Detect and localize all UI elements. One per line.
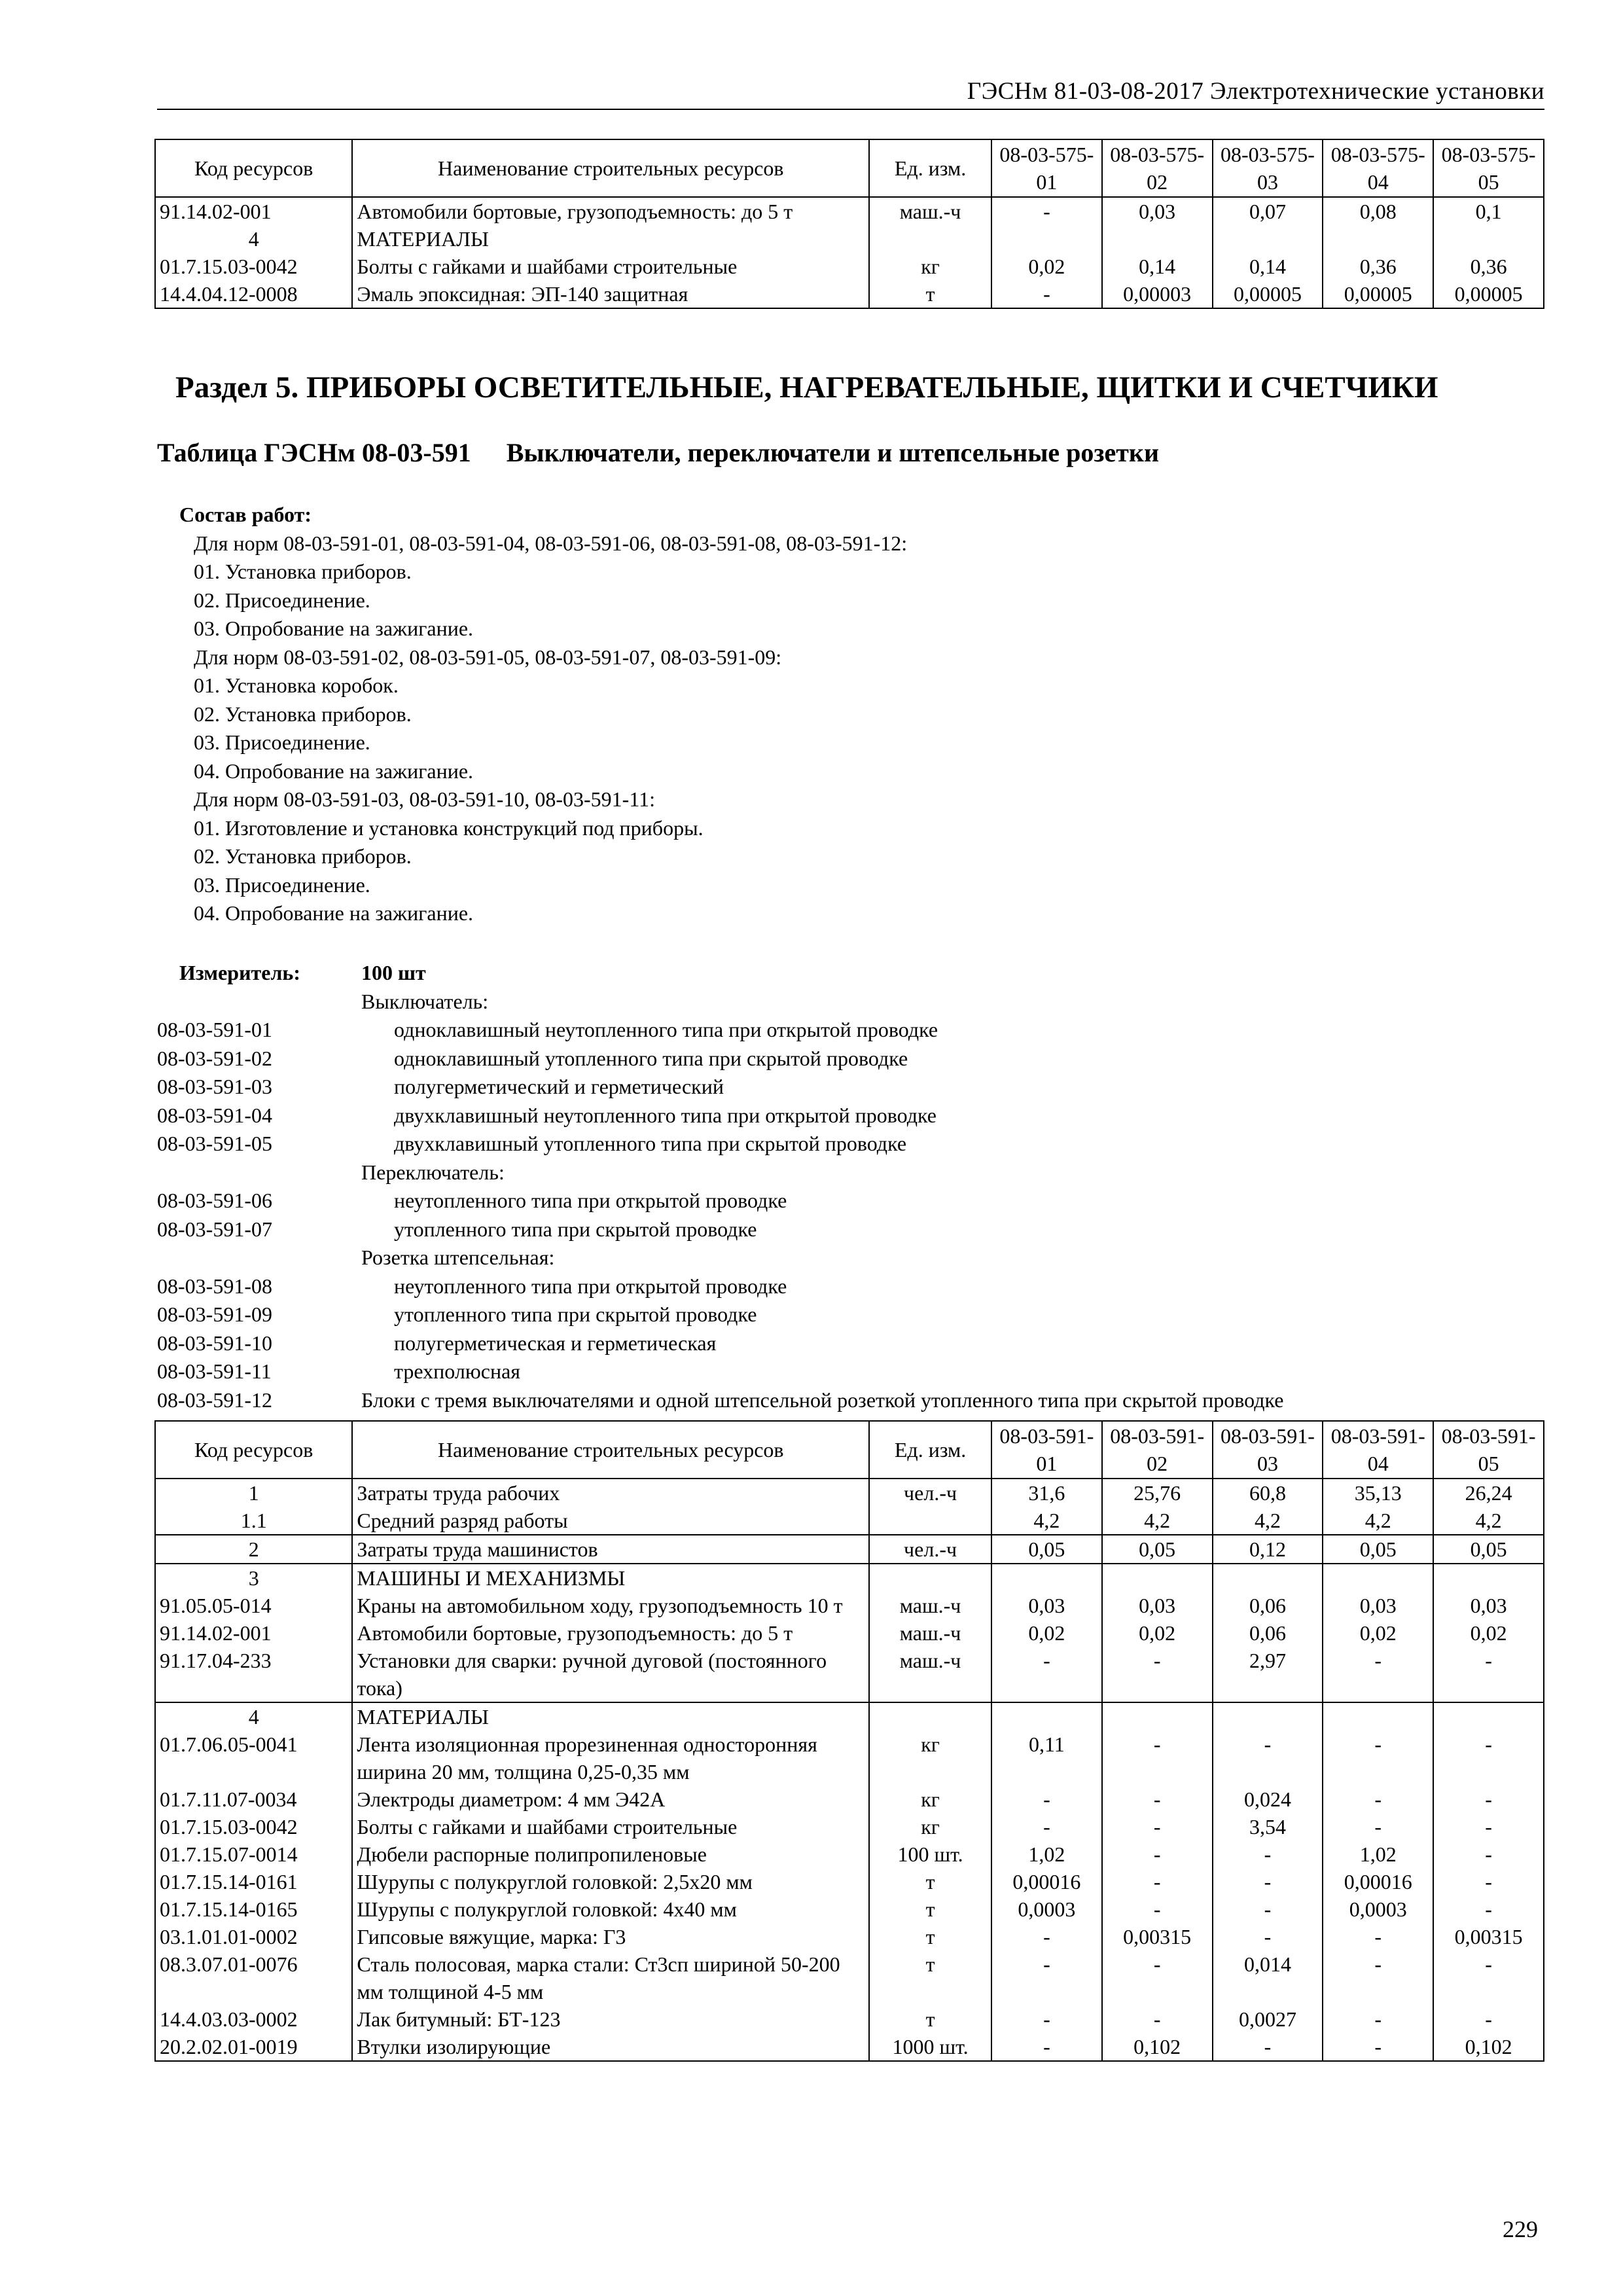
column-header-norm: 08-03-591- 04	[1323, 1421, 1433, 1479]
measure-item	[157, 1300, 1544, 1329]
cell-value: 0,05	[1433, 1535, 1544, 1564]
cell-value: -	[1323, 2033, 1433, 2061]
works-line: 03. Присоединение.	[194, 730, 370, 754]
column-header-name: Наименование строительных ресурсов	[352, 139, 869, 197]
cell-code: 08.3.07.01-0076	[155, 1950, 352, 2005]
cell-code: 01.7.15.07-0014	[155, 1840, 352, 1868]
cell-unit: 1000 шт.	[869, 2033, 991, 2061]
cell-name: Затраты труда рабочих	[352, 1479, 869, 1507]
cell-code: 01.7.11.07-0034	[155, 1785, 352, 1813]
cell-value: 1,02	[991, 1840, 1102, 1868]
table-number: Таблица ГЭСНм 08-03-591	[157, 438, 471, 467]
cell-code: 4	[155, 225, 352, 253]
column-header-norm: 08-03-575- 02	[1102, 139, 1213, 197]
cell-value: 0,06	[1213, 1619, 1323, 1647]
cell-code: 91.14.02-001	[155, 197, 352, 225]
cell-value: 4,2	[1433, 1507, 1544, 1535]
column-header-unit: Ед. изм.	[869, 139, 991, 197]
cell-value: 1,02	[1323, 1840, 1433, 1868]
measure-row	[157, 959, 1544, 988]
norm-description: трехполюсная	[394, 1359, 520, 1383]
measure-item	[157, 1045, 1544, 1073]
norm-description: полугерметический и герметический	[394, 1075, 724, 1098]
cell-value: 0,07	[1213, 197, 1323, 225]
works-line: 01. Изготовление и установка конструкций под приборы.	[194, 816, 704, 840]
cell-value: 0,00005	[1433, 280, 1544, 308]
cell-value: -	[1213, 1868, 1323, 1895]
table-row	[155, 280, 1544, 308]
measure-label: Измеритель:	[179, 961, 300, 984]
cell-code: 91.05.05-014	[155, 1592, 352, 1619]
cell-value: 0,102	[1433, 2033, 1544, 2061]
cell-value: 60,8	[1213, 1479, 1323, 1507]
column-header-norm: 08-03-591- 05	[1433, 1421, 1544, 1479]
cell-code: 01.7.15.03-0042	[155, 253, 352, 280]
cell-value: -	[991, 1813, 1102, 1840]
table-row	[155, 1895, 1544, 1923]
cell-value	[1433, 1564, 1544, 1592]
column-header-norm: 08-03-575- 01	[991, 139, 1102, 197]
norm-description: утопленного типа при скрытой проводке	[394, 1217, 757, 1241]
cell-value: -	[1102, 1840, 1213, 1868]
cell-value: -	[1213, 1895, 1323, 1923]
cell-value: 35,13	[1323, 1479, 1433, 1507]
table-row	[155, 1840, 1544, 1868]
norm-description: одноклавишный утопленного типа при скрытой проводке	[394, 1046, 908, 1070]
cell-value: 0,00016	[1323, 1868, 1433, 1895]
cell-code: 3	[155, 1564, 352, 1592]
table-row	[155, 1702, 1544, 1731]
table-row	[155, 1592, 1544, 1619]
cell-value: 0,102	[1102, 2033, 1213, 2061]
cell-code: 01.7.15.14-0161	[155, 1868, 352, 1895]
cell-value: 0,00315	[1433, 1923, 1544, 1950]
table-row	[155, 1785, 1544, 1813]
header-rule	[157, 109, 1544, 110]
measure-item	[157, 1272, 1544, 1301]
cell-name: Затраты труда машинистов	[352, 1535, 869, 1564]
cell-unit: т	[869, 1868, 991, 1895]
norm-code: 08-03-591-02	[157, 1046, 272, 1070]
cell-value	[1102, 1702, 1213, 1731]
group-label: Розетка штепсельная:	[361, 1246, 555, 1269]
cell-value: -	[1323, 1813, 1433, 1840]
cell-value: 0,14	[1102, 253, 1213, 280]
works-line: Для норм 08-03-591-03, 08-03-591-10, 08-03-591-11:	[194, 787, 656, 811]
cell-code: 01.7.06.05-0041	[155, 1731, 352, 1785]
cell-value: 0,014	[1213, 1950, 1323, 2005]
cell-code: 14.4.03.03-0002	[155, 2005, 352, 2033]
cell-unit: т	[869, 2005, 991, 2033]
cell-name: Электроды диаметром: 4 мм Э42А	[352, 1785, 869, 1813]
cell-value: -	[1213, 1731, 1323, 1785]
cell-code: 91.17.04-233	[155, 1647, 352, 1702]
cell-unit: маш.-ч	[869, 1647, 991, 1702]
norm-code: 08-03-591-12	[157, 1388, 272, 1412]
norm-description: полугерметическая и герметическая	[394, 1331, 717, 1355]
cell-unit	[869, 1564, 991, 1592]
table-row	[155, 1535, 1544, 1564]
table-row	[155, 197, 1544, 225]
measure-value: 100 шт	[361, 961, 426, 984]
cell-value: 0,14	[1213, 253, 1323, 280]
measure-items	[157, 1016, 1544, 1158]
norm-description: двухклавишный утопленного типа при скрытой проводке	[394, 1132, 907, 1155]
cell-unit: т	[869, 1950, 991, 2005]
cell-value: -	[991, 1785, 1102, 1813]
works-composition	[179, 501, 907, 928]
norm-code: 08-03-591-08	[157, 1274, 272, 1298]
cell-value: -	[1213, 2033, 1323, 2061]
cell-value: 26,24	[1433, 1479, 1544, 1507]
cell-name: Автомобили бортовые, грузоподъемность: до 5 т	[352, 197, 869, 225]
table-row	[155, 2005, 1544, 2033]
works-line: 03. Присоединение.	[194, 872, 370, 897]
cell-value	[1323, 1564, 1433, 1592]
cell-value: -	[1433, 2005, 1544, 2033]
cell-name: Эмаль эпоксидная: ЭП-140 защитная	[352, 280, 869, 308]
cell-value	[1323, 225, 1433, 253]
cell-value: -	[991, 1923, 1102, 1950]
cell-value	[1433, 225, 1544, 253]
cell-value: 0,00016	[991, 1868, 1102, 1895]
cell-name: МАТЕРИАЛЫ	[352, 1702, 869, 1731]
measure-item	[157, 1386, 1544, 1415]
cell-value: 0,0003	[991, 1895, 1102, 1923]
table-name: Выключатели, переключатели и штепсельные розетки	[506, 438, 1159, 467]
cell-value: -	[1213, 1840, 1323, 1868]
norm-code: 08-03-591-03	[157, 1075, 272, 1098]
table-body	[155, 1479, 1544, 2061]
cell-code: 4	[155, 1702, 352, 1731]
cell-value: -	[1323, 1923, 1433, 1950]
cell-code: 01.7.15.14-0165	[155, 1895, 352, 1923]
norm-code: 08-03-591-09	[157, 1302, 272, 1326]
cell-value: 0,0003	[1323, 1895, 1433, 1923]
cell-value: 4,2	[1323, 1507, 1433, 1535]
cell-value: -	[1323, 2005, 1433, 2033]
works-line: 03. Опробование на зажигание.	[194, 617, 474, 640]
cell-value: -	[1323, 1731, 1433, 1785]
cell-value: -	[1433, 1785, 1544, 1813]
page-number: 229	[1503, 2216, 1538, 2242]
norm-code: 08-03-591-06	[157, 1189, 272, 1212]
works-line: 02. Присоединение.	[194, 588, 370, 612]
cell-value: 0,02	[1433, 1619, 1544, 1647]
table-row	[155, 1731, 1544, 1785]
cell-unit	[869, 1507, 991, 1535]
cell-value: 0,02	[991, 1619, 1102, 1647]
cell-value: 0,03	[1102, 1592, 1213, 1619]
measure-item	[157, 1187, 1544, 1215]
resources-table-575	[154, 139, 1544, 309]
cell-unit	[869, 225, 991, 253]
cell-value: -	[1433, 1895, 1544, 1923]
cell-value: -	[1433, 1950, 1544, 2005]
cell-value: -	[991, 1647, 1102, 1702]
cell-value: 0,00003	[1102, 280, 1213, 308]
column-header-code: Код ресурсов	[155, 1421, 352, 1479]
cell-value: -	[1323, 1785, 1433, 1813]
measure-item	[157, 1215, 1544, 1244]
cell-code: 03.1.01.01-0002	[155, 1923, 352, 1950]
cell-value: -	[1102, 1731, 1213, 1785]
cell-name: Втулки изолирующие	[352, 2033, 869, 2061]
norm-code: 08-03-591-07	[157, 1217, 272, 1241]
cell-unit: кг	[869, 1731, 991, 1785]
column-header-norm: 08-03-575- 03	[1213, 139, 1323, 197]
table-row	[155, 1868, 1544, 1895]
norm-description: неутопленного типа при открытой проводке	[394, 1189, 787, 1212]
cell-value: 2,97	[1213, 1647, 1323, 1702]
cell-name: МАШИНЫ И МЕХАНИЗМЫ	[352, 1564, 869, 1592]
column-header-norm: 08-03-591- 03	[1213, 1421, 1323, 1479]
cell-code: 1	[155, 1479, 352, 1507]
cell-value: -	[991, 280, 1102, 308]
cell-value: -	[991, 2033, 1102, 2061]
cell-value: 0,05	[1323, 1535, 1433, 1564]
column-header-norm: 08-03-591- 01	[991, 1421, 1102, 1479]
norm-code: 08-03-591-10	[157, 1331, 272, 1355]
norm-description: неутопленного типа при открытой проводке	[394, 1274, 787, 1298]
cell-value: 0,1	[1433, 197, 1544, 225]
norm-code: 08-03-591-04	[157, 1103, 272, 1127]
table-row	[155, 225, 1544, 253]
cell-value	[991, 1702, 1102, 1731]
cell-unit: маш.-ч	[869, 1619, 991, 1647]
cell-name: Лента изоляционная прорезиненная односторонняя ширина 20 мм, толщина 0,25-0,35 мм	[352, 1731, 869, 1785]
cell-unit: чел.-ч	[869, 1479, 991, 1507]
table-row	[155, 1479, 1544, 1507]
cell-name: Лак битумный: БТ-123	[352, 2005, 869, 2033]
table-row	[155, 1619, 1544, 1647]
cell-value: -	[1213, 1923, 1323, 1950]
group-label: Переключатель:	[361, 1160, 505, 1184]
cell-value: 0,02	[1102, 1619, 1213, 1647]
cell-name: Установки для сварки: ручной дуговой (постоянного тока)	[352, 1647, 869, 1702]
column-header-norm: 08-03-575- 05	[1433, 139, 1544, 197]
column-header-code: Код ресурсов	[155, 139, 352, 197]
cell-value: -	[1102, 1895, 1213, 1923]
cell-value: 3,54	[1213, 1813, 1323, 1840]
cell-value: 0,12	[1213, 1535, 1323, 1564]
table-row	[155, 253, 1544, 280]
table-title	[157, 437, 1159, 468]
cell-value: 4,2	[991, 1507, 1102, 1535]
cell-code: 14.4.04.12-0008	[155, 280, 352, 308]
works-label: Состав работ:	[179, 503, 312, 526]
norm-code: 08-03-591-05	[157, 1132, 272, 1155]
measure-group	[157, 988, 1544, 1016]
cell-value: -	[991, 2005, 1102, 2033]
measure-item	[157, 1016, 1544, 1045]
cell-value: 0,03	[991, 1592, 1102, 1619]
measure-item	[157, 1130, 1544, 1158]
norm-code: 08-03-591-01	[157, 1018, 272, 1041]
column-header-norm: 08-03-575- 04	[1323, 139, 1433, 197]
cell-value: 0,03	[1433, 1592, 1544, 1619]
cell-value: 4,2	[1102, 1507, 1213, 1535]
cell-unit: чел.-ч	[869, 1535, 991, 1564]
cell-code: 01.7.15.03-0042	[155, 1813, 352, 1840]
cell-code: 20.2.02.01-0019	[155, 2033, 352, 2061]
cell-value: 0,03	[1102, 197, 1213, 225]
measure-group	[157, 1244, 1544, 1272]
works-list	[179, 529, 907, 928]
group-label: Выключатель:	[361, 989, 489, 1013]
cell-value: -	[1102, 1813, 1213, 1840]
cell-unit: т	[869, 280, 991, 308]
cell-value	[1323, 1702, 1433, 1731]
works-line: Для норм 08-03-591-02, 08-03-591-05, 08-03-591-07, 08-03-591-09:	[194, 645, 782, 669]
measure-item	[157, 1357, 1544, 1386]
cell-name: МАТЕРИАЛЫ	[352, 225, 869, 253]
cell-value: 0,36	[1433, 253, 1544, 280]
running-header: ГЭСНм 81-03-08-2017 Электротехнические установки	[967, 78, 1544, 105]
cell-value: 25,76	[1102, 1479, 1213, 1507]
cell-unit: 100 шт.	[869, 1840, 991, 1868]
measure-item	[157, 1073, 1544, 1102]
cell-name: Сталь полосовая, марка стали: Ст3сп шириной 50-200 мм толщиной 4-5 мм	[352, 1950, 869, 2005]
cell-value: 4,2	[1213, 1507, 1323, 1535]
cell-value: -	[1433, 1731, 1544, 1785]
cell-code: 1.1	[155, 1507, 352, 1535]
cell-value: 31,6	[991, 1479, 1102, 1507]
table-row	[155, 1564, 1544, 1592]
cell-value: 0,0027	[1213, 2005, 1323, 2033]
table-row	[155, 1647, 1544, 1702]
table-row	[155, 1813, 1544, 1840]
cell-value: -	[1102, 1868, 1213, 1895]
cell-value	[1433, 1702, 1544, 1731]
cell-name: Шурупы с полукруглой головкой: 2,5х20 мм	[352, 1868, 869, 1895]
cell-name: Автомобили бортовые, грузоподъемность: до 5 т	[352, 1619, 869, 1647]
section-title: Раздел 5. ПРИБОРЫ ОСВЕТИТЕЛЬНЫЕ, НАГРЕВАТЕЛЬНЫЕ, ЩИТКИ И СЧЕТЧИКИ	[175, 370, 1438, 404]
works-line: Для норм 08-03-591-01, 08-03-591-04, 08-03-591-06, 08-03-591-08, 08-03-591-12:	[194, 531, 908, 555]
cell-value: -	[1433, 1813, 1544, 1840]
measure-item	[157, 1102, 1544, 1130]
measure-group	[157, 1158, 1544, 1187]
measure-item	[157, 1329, 1544, 1358]
column-header-unit: Ед. изм.	[869, 1421, 991, 1479]
cell-value: 0,00315	[1102, 1923, 1213, 1950]
cell-value: -	[1433, 1647, 1544, 1702]
cell-name: Краны на автомобильном ходу, грузоподъемность 10 т	[352, 1592, 869, 1619]
norm-description: Блоки с тремя выключателями и одной штепсельной розеткой утопленного типа при скрытой проводке	[361, 1388, 1284, 1412]
measure-block	[157, 959, 1544, 1414]
cell-value: 0,024	[1213, 1785, 1323, 1813]
cell-unit: маш.-ч	[869, 1592, 991, 1619]
table-row	[155, 1923, 1544, 1950]
measure-items	[157, 1272, 1544, 1415]
cell-value	[991, 225, 1102, 253]
cell-value	[1213, 225, 1323, 253]
cell-code: 91.14.02-001	[155, 1619, 352, 1647]
cell-value	[1102, 1564, 1213, 1592]
cell-value: -	[991, 1950, 1102, 2005]
table-row	[155, 2033, 1544, 2061]
cell-value: -	[1433, 1840, 1544, 1868]
works-line: 04. Опробование на зажигание.	[194, 759, 474, 783]
cell-unit: т	[869, 1895, 991, 1923]
cell-value: 0,02	[1323, 1619, 1433, 1647]
cell-value	[1213, 1702, 1323, 1731]
table-body	[155, 197, 1544, 308]
cell-value: 0,00005	[1323, 280, 1433, 308]
cell-unit	[869, 1702, 991, 1731]
cell-value: -	[1323, 1647, 1433, 1702]
column-header-name: Наименование строительных ресурсов	[352, 1421, 869, 1479]
cell-value: -	[1102, 1647, 1213, 1702]
cell-value: -	[1433, 1868, 1544, 1895]
resources-table-591	[154, 1420, 1544, 2062]
cell-value: -	[991, 197, 1102, 225]
cell-name: Гипсовые вяжущие, марка: Г3	[352, 1923, 869, 1950]
norm-description: двухклавишный неутопленного типа при открытой проводке	[394, 1103, 936, 1127]
cell-value: 0,00005	[1213, 280, 1323, 308]
works-line: 02. Установка приборов.	[194, 844, 412, 868]
works-line: 02. Установка приборов.	[194, 702, 412, 726]
cell-value	[1213, 1564, 1323, 1592]
cell-name: Средний разряд работы	[352, 1507, 869, 1535]
cell-value: -	[1102, 1785, 1213, 1813]
cell-value: 0,08	[1323, 197, 1433, 225]
cell-value	[1102, 225, 1213, 253]
cell-value: 0,05	[991, 1535, 1102, 1564]
works-line: 01. Установка приборов.	[194, 560, 412, 583]
cell-value: 0,36	[1323, 253, 1433, 280]
cell-unit: кг	[869, 1813, 991, 1840]
cell-value: 0,06	[1213, 1592, 1323, 1619]
cell-unit: кг	[869, 253, 991, 280]
cell-value: 0,02	[991, 253, 1102, 280]
works-line: 04. Опробование на зажигание.	[194, 901, 474, 925]
cell-name: Дюбели распорные полипропиленовые	[352, 1840, 869, 1868]
column-header-norm: 08-03-591- 02	[1102, 1421, 1213, 1479]
cell-name: Болты с гайками и шайбами строительные	[352, 253, 869, 280]
cell-unit: т	[869, 1923, 991, 1950]
cell-name: Болты с гайками и шайбами строительные	[352, 1813, 869, 1840]
norm-description: утопленного типа при скрытой проводке	[394, 1302, 757, 1326]
cell-code: 2	[155, 1535, 352, 1564]
cell-value	[991, 1564, 1102, 1592]
cell-unit: маш.-ч	[869, 197, 991, 225]
norm-code: 08-03-591-11	[157, 1359, 272, 1383]
cell-value: -	[1102, 2005, 1213, 2033]
cell-unit: кг	[869, 1785, 991, 1813]
cell-value: -	[1102, 1950, 1213, 2005]
table-row	[155, 1507, 1544, 1535]
works-line: 01. Установка коробок.	[194, 673, 399, 697]
cell-value: -	[1323, 1950, 1433, 2005]
cell-name: Шурупы с полукруглой головкой: 4х40 мм	[352, 1895, 869, 1923]
cell-value: 0,11	[991, 1731, 1102, 1785]
measure-items	[157, 1187, 1544, 1244]
cell-value: 0,05	[1102, 1535, 1213, 1564]
cell-value: 0,03	[1323, 1592, 1433, 1619]
table-row	[155, 1950, 1544, 2005]
norm-description: одноклавишный неутопленного типа при открытой проводке	[394, 1018, 938, 1041]
